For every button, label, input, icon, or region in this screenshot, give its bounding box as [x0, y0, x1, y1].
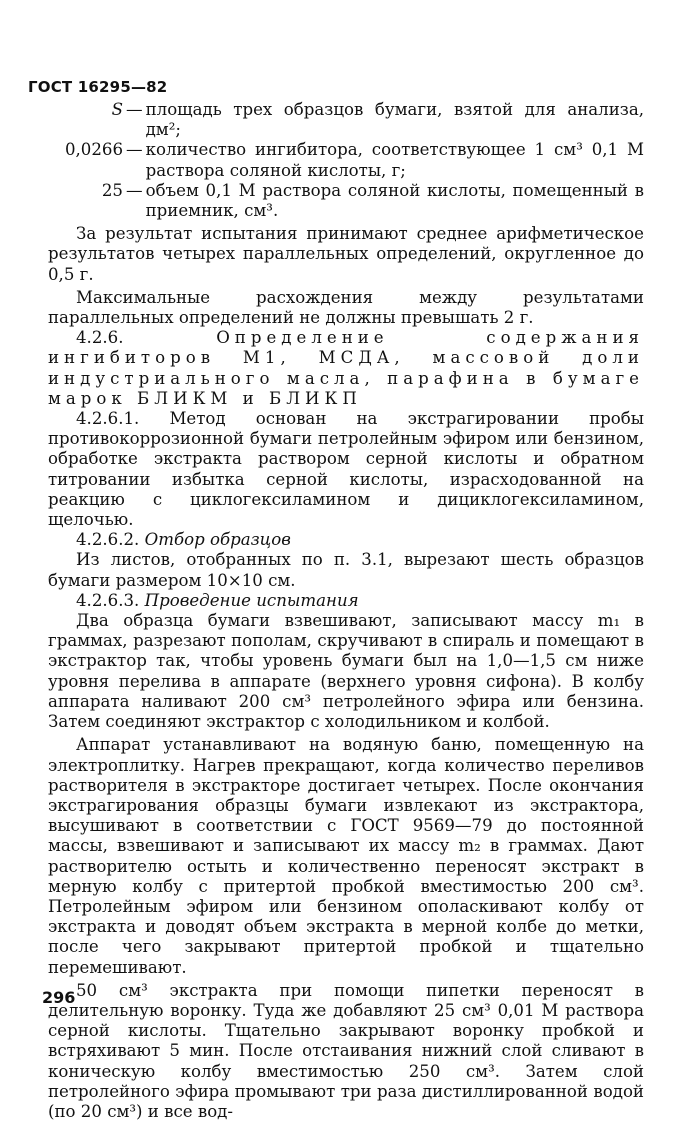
- definition-symbol: S: [111, 100, 123, 119]
- definition-text: объем 0,1 М раствора соляной кислоты, помещенный в приемник, см³.: [145, 180, 644, 221]
- definition-row: [48, 181, 644, 221]
- weighing-paragraph: Два образца бумаги взвешивают, записывают массу m₁ в граммах, разрезают пополам, скручивают в спираль и помещают в экстрактор так, чтобы уровень бумаги был на 1,0—1,5 см ниже уровня перелива в аппарате (верхнего уровня сифона). В колбу аппарата наливают 200 см³ петролейного эфира или бензина. Затем соединяют экстрактор с холодильником и колбой.: [48, 611, 644, 732]
- page-number: 296: [42, 988, 76, 1007]
- extract-paragraph: 50 см³ экстракта при помощи пипетки переносят в делительную воронку. Туда же добавляют 25 см³ 0,01 М раствора серной кислоты. Тщательно закрывают воронку пробкой и встряхивают 5 мин. После отстаивания нижний слой сливают в коническую колбу вместимостью 250 см³. Затем слой петролейного эфира промывают три раза дистиллированной водой (по 20 см³) и все вод-: [48, 980, 644, 1121]
- definition-dash: —: [126, 180, 143, 200]
- section-number: 4.2.6.: [76, 328, 124, 348]
- page-body: [48, 100, 644, 1122]
- definition-row: [48, 100, 644, 140]
- section-number: 4.2.6.3.: [76, 590, 140, 610]
- section-title: Отбор образцов: [144, 530, 291, 550]
- section-4-2-6-2-text: Из листов, отобранных по п. 3.1, вырезают шесть образцов бумаги размером 10×10 см.: [48, 550, 644, 590]
- section-number: 4.2.6.2.: [76, 530, 140, 550]
- result-paragraph: За результат испытания принимают среднее арифметическое результатов четырех параллельных определений, округленное до 0,5 г.: [48, 224, 644, 284]
- section-title: Проведение испытания: [144, 590, 359, 610]
- definition-text: количество ингибитора, соответствующее 1 см³ 0,1 М раствора соляной кислоты, г;: [145, 140, 644, 180]
- section-title: Определение содержания ингибиторов М1, МСДА, массовой доли индустриального масла, парафина в бумаге марок БЛИКМ и БЛИКП: [48, 328, 644, 408]
- definition-text: площадь трех образцов бумаги, взятой для анализа, дм²;: [145, 100, 644, 140]
- definition-symbol: 25: [101, 180, 123, 200]
- tolerance-paragraph: Максимальные расхождения между результатами параллельных определений не должны превышать 2 г.: [48, 287, 644, 328]
- definition-dash: —: [126, 100, 143, 119]
- definition-dash: —: [126, 140, 143, 160]
- section-4-2-6-heading: [48, 328, 644, 409]
- section-4-2-6-2-heading: [48, 530, 644, 550]
- section-4-2-6-1: 4.2.6.1. Метод основан на экстрагировании пробы противокоррозионной бумаги петролейным эфиром или бензином, обработке экстракта раствором серной кислоты и обратном титровании избытка серной кислоты, израсходованной на реакцию с циклогексиламином и дициклогексиламином, щелочью.: [48, 409, 644, 530]
- section-4-2-6-3-heading: [48, 591, 644, 611]
- document-header: ГОСТ 16295—82: [28, 78, 168, 96]
- definition-row: [48, 140, 644, 180]
- definition-symbol: 0,0266: [64, 140, 123, 160]
- apparatus-paragraph: Аппарат устанавливают на водяную баню, помещенную на электроплитку. Нагрев прекращают, когда количество переливов растворителя в экстракторе достигает четырех. После окончания экстрагирования образцы бумаги извлекают из экстрактора, высушивают в соответствии с ГОСТ 9569—79 до постоянной массы, взвешивают и записывают их массу m₂ в граммах. Дают растворителю остыть и количественно переносят экстракт в мерную колбу с притертой пробкой вместимостью 200 см³. Петролейным эфиром или бензином ополаскивают колбу от экстракта и доводят объем экстракта в мерной колбе до метки, после чего закрывают притертой пробкой и тщательно перемешивают.: [48, 735, 644, 977]
